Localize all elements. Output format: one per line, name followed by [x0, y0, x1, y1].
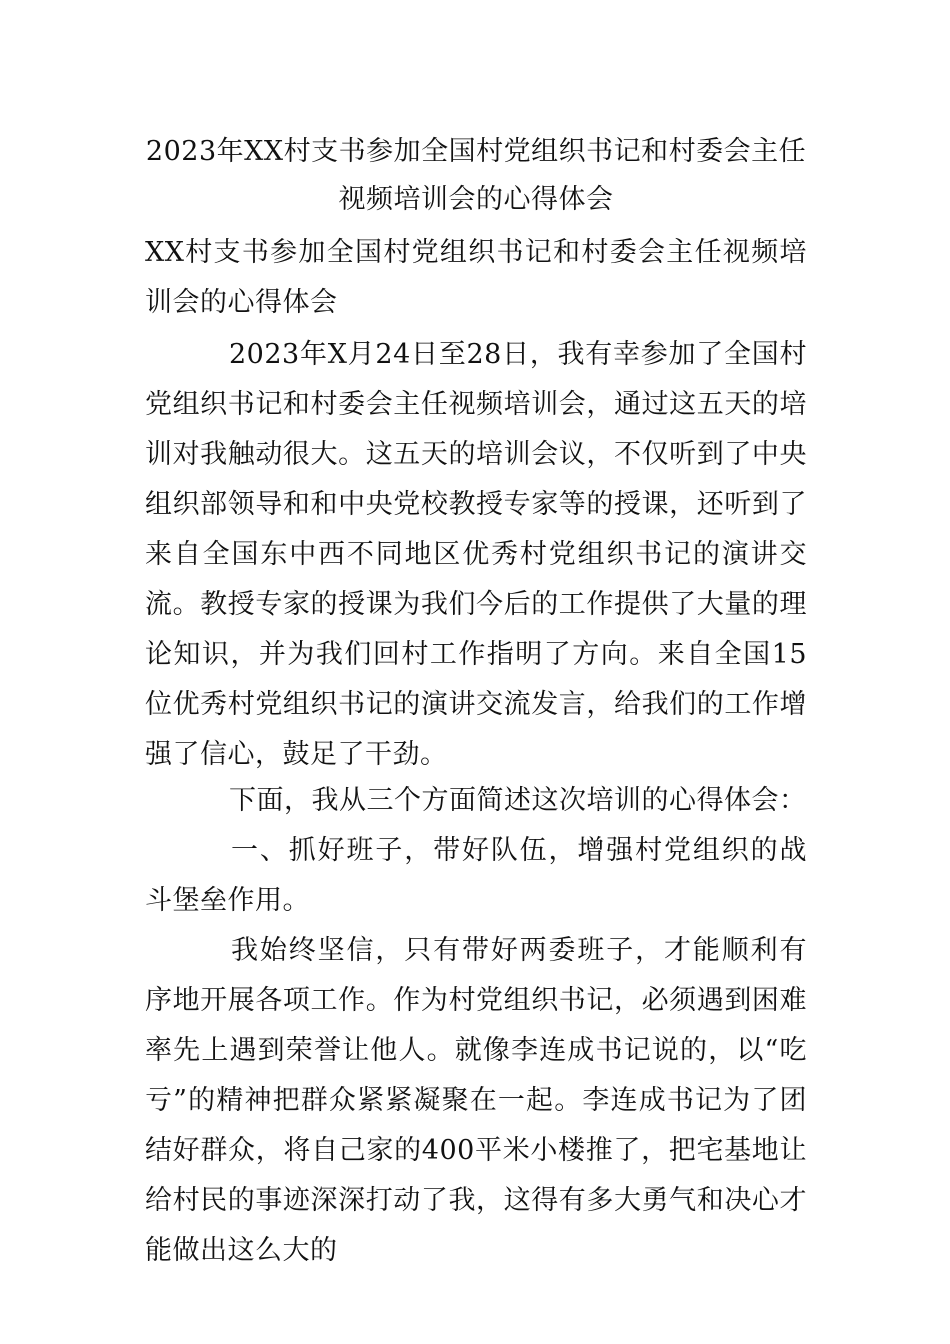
paragraph: 下面，我从三个方面简述这次培训的心得体会：: [229, 785, 807, 816]
section-heading: 一、抓好班子，带好队伍，增强村党组织的战斗堡垒作用。: [145, 835, 807, 916]
paragraph: 我始终坚信，只有带好两委班子，才能顺利有序地开展各项工作。作为村党组织书记，必须遇到困难率先上遇到荣誉让他人。就像李连成书记说的，以“吃亏”的精神把群众紧紧凝聚在一起。李连成书记为了团结好群众，将自己家的400平米小楼推了，把宅基地让给村民的事迹深深打动了我，这得有多大勇气和决心才能做出这么大的: [145, 935, 807, 1266]
document-title: 2023年XX村支书参加全国村党组织书记和村委会主任视频培训会的心得体会: [145, 136, 807, 215]
paragraph: 2023年X月24日至28日，我有幸参加了全国村党组织书记和村委会主任视频培训会，通过这五天的培训对我触动很大。这五天的培训会议，不仅听到了中央组织部领导和和中央党校教授专家等的授课，还听到了来自全国东中西不同地区优秀村党组织书记的演讲交流。教授专家的授课为我们今后的工作提供了大量的理论知识，并为我们回村工作指明了方向。来自全国15位优秀村党组织书记的演讲交流发言，给我们的工作增强了信心，鼓足了干劲。: [145, 339, 807, 770]
document-subtitle: XX村支书参加全国村党组织书记和村委会主任视频培训会的心得体会: [145, 237, 807, 318]
